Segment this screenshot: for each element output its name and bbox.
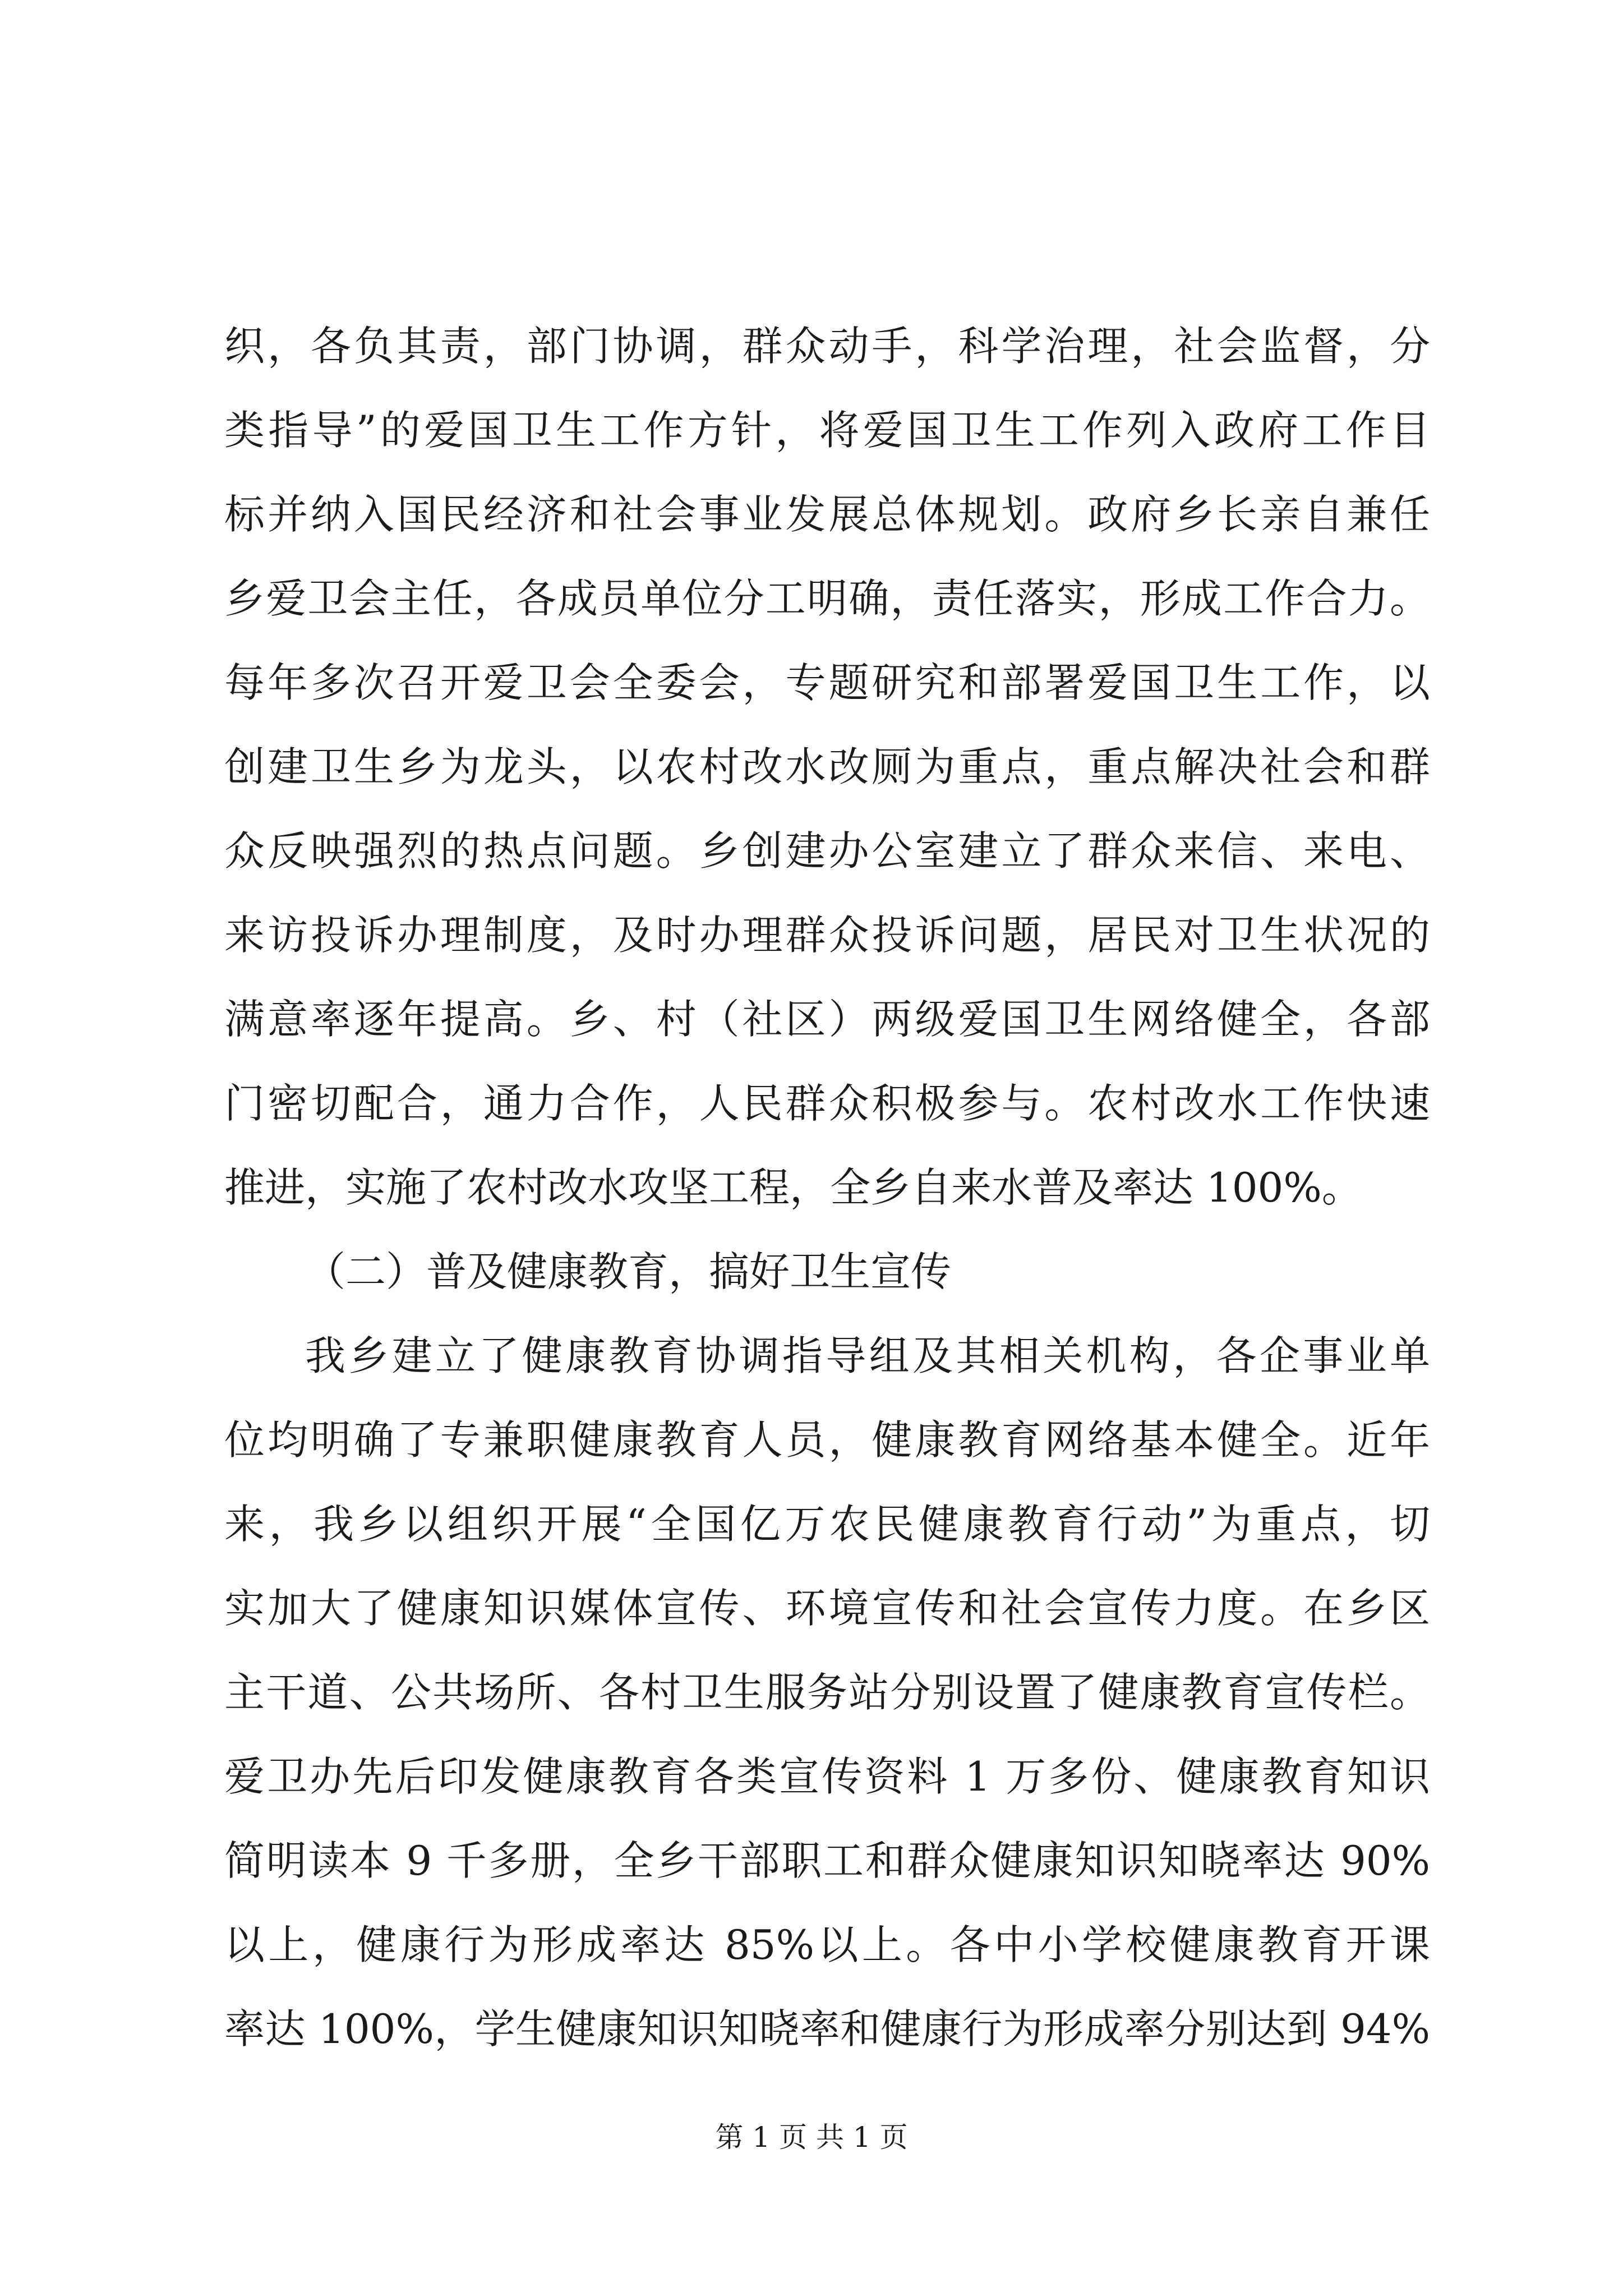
text-line: 主干道、公共场所、各村卫生服务站分别设置了健康教育宣传栏。 (224, 1669, 1430, 1716)
text-line: 实加大了健康知识媒体宣传、环境宣传和社会宣传力度。在乡区 (224, 1585, 1430, 1632)
text-line: 创建卫生乡为龙头，以农村改水改厕为重点，重点解决社会和群 (224, 743, 1430, 790)
text-line: 每年多次召开爱卫会全委会，专题研究和部署爱国卫生工作，以 (224, 659, 1430, 706)
text-line: 率达 100%，学生健康知识知晓率和健康行为形成率分别达到 94% (224, 2005, 1430, 2053)
text-line: 众反映强烈的热点问题。乡创建办公室建立了群众来信、来电、 (224, 827, 1430, 875)
text-line: 爱卫办先后印发健康教育各类宣传资料 1 万多份、健康教育知识 (224, 1753, 1430, 1800)
body-text (224, 304, 1430, 2071)
page-number-footer: 第 1 页 共 1 页 (715, 2121, 908, 2154)
text-line: 简明读本 9 千多册，全乡干部职工和群众健康知识知晓率达 90% (224, 1837, 1430, 1884)
text-line: 织，各负其责，部门协调，群众动手，科学治理，社会监督，分 (224, 323, 1430, 370)
section-heading: （二）普及健康教育，搞好卫生宣传 (305, 1248, 952, 1295)
text-line: 来，我乡以组织开展“全国亿万农民健康教育行动”为重点，切 (224, 1501, 1430, 1548)
text-line: 我乡建立了健康教育协调指导组及其相关机构，各企事业单 (305, 1332, 1430, 1379)
text-line: 来访投诉办理制度，及时办理群众投诉问题，居民对卫生状况的 (224, 912, 1430, 959)
text-line: 门密切配合，通力合作，人民群众积极参与。农村改水工作快速 (224, 1080, 1430, 1127)
text-line: 推进，实施了农村改水攻坚工程，全乡自来水普及率达 100%。 (224, 1164, 1362, 1211)
text-line: 位均明确了专兼职健康教育人员，健康教育网络基本健全。近年 (224, 1416, 1430, 1464)
text-line: 标并纳入国民经济和社会事业发展总体规划。政府乡长亲自兼任 (224, 491, 1430, 538)
text-line: 类指导”的爱国卫生工作方针，将爱国卫生工作列入政府工作目 (224, 407, 1430, 454)
text-line: 满意率逐年提高。乡、村（社区）两级爱国卫生网络健全，各部 (224, 996, 1430, 1043)
text-line: 乡爱卫会主任，各成员单位分工明确，责任落实，形成工作合力。 (224, 575, 1430, 622)
text-line: 以上，健康行为形成率达 85%以上。各中小学校健康教育开课 (224, 1921, 1430, 1968)
